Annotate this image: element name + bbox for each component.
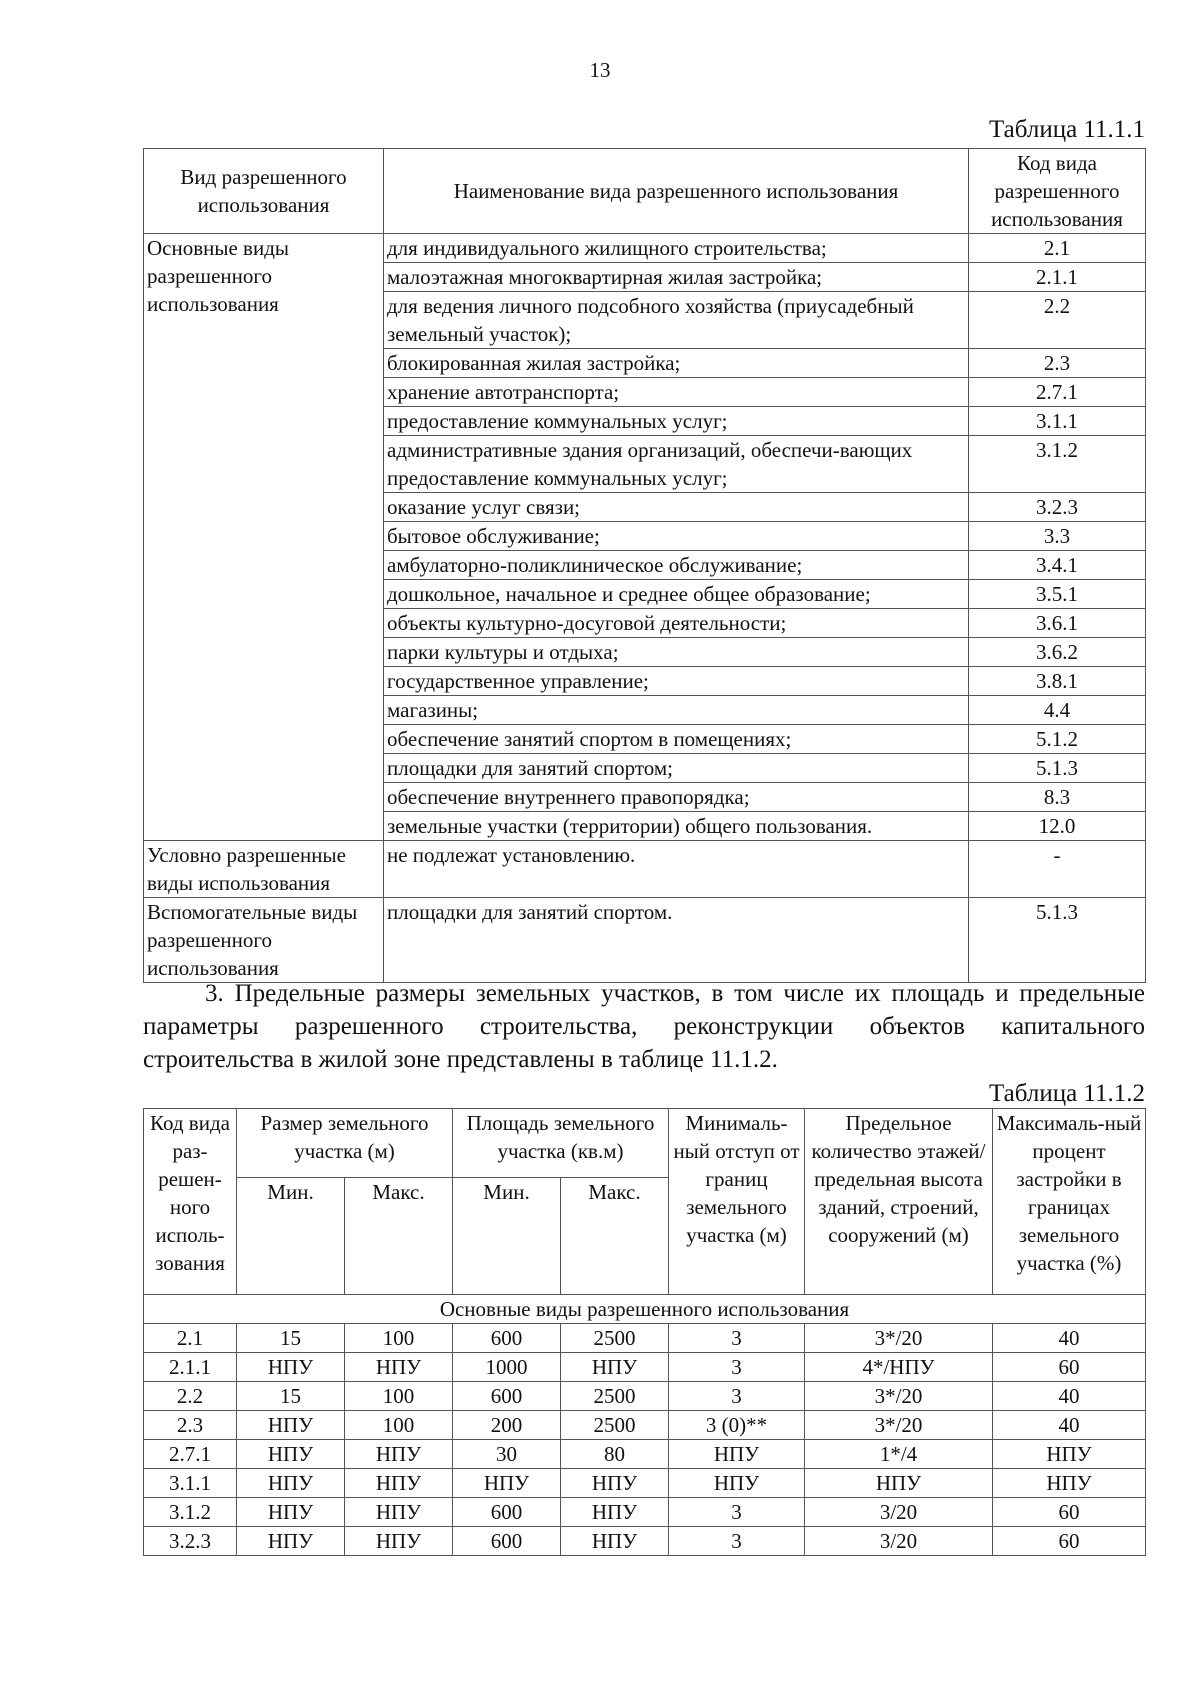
table2-caption: Таблица 11.1.2 [989,1080,1145,1107]
use-name-cell: для ведения личного подсобного хозяйства (приусадебный земельный участок); [384,292,969,349]
area-min-cell: 600 [453,1324,561,1353]
table-row [144,1324,1146,1353]
area-min-cell: 600 [453,1527,561,1556]
floors-cell: 1*/4 [805,1440,993,1469]
column-header-code: Код вида раз-решен-ного исполь-зования [144,1109,237,1295]
coverage-cell: 40 [993,1382,1146,1411]
table-row [144,1353,1146,1382]
use-code-cell: 3.8.1 [969,667,1146,696]
size-min-cell: 15 [237,1324,345,1353]
column-header-size-max: Макс. [345,1178,453,1295]
use-code-cell: 2.3 [969,349,1146,378]
area-min-cell: 200 [453,1411,561,1440]
size-max-cell: 100 [345,1324,453,1353]
use-name-cell: предоставление коммунальных услуг; [384,407,969,436]
coverage-cell: 60 [993,1527,1146,1556]
section-row [144,1295,1146,1324]
setback-cell: 3 (0)** [669,1411,805,1440]
permitted-use-table [143,148,1146,983]
column-header-area-max: Макс. [561,1178,669,1295]
table-row [144,234,1146,263]
area-max-cell: НПУ [561,1469,669,1498]
use-name-cell: для индивидуального жилищного строительства; [384,234,969,263]
use-group-cell: Основные виды разрешенного использования [144,234,384,841]
area-max-cell: 2500 [561,1324,669,1353]
use-name-cell: оказание услуг связи; [384,493,969,522]
coverage-cell: 60 [993,1353,1146,1382]
table-header-row [144,1109,1146,1178]
column-header-area-min: Мин. [453,1178,561,1295]
floors-cell: 3*/20 [805,1411,993,1440]
table-row [144,1469,1146,1498]
use-code-cell: 3.6.1 [969,609,1146,638]
size-min-cell: НПУ [237,1527,345,1556]
area-max-cell: НПУ [561,1353,669,1382]
use-name-cell: площадки для занятий спортом; [384,754,969,783]
code-cell: 3.1.1 [144,1469,237,1498]
page-number: 13 [589,58,611,82]
use-code-cell: 3.3 [969,522,1146,551]
parameters-table [143,1108,1146,1556]
table-row [144,1498,1146,1527]
use-name-cell: обеспечение занятий спортом в помещениях; [384,725,969,754]
use-name-cell: дошкольное, начальное и среднее общее образование; [384,580,969,609]
use-name-cell: хранение автотранспорта; [384,378,969,407]
area-max-cell: НПУ [561,1498,669,1527]
table1-caption: Таблица 11.1.1 [989,116,1145,143]
size-min-cell: НПУ [237,1411,345,1440]
use-code-cell: 3.1.2 [969,436,1146,493]
size-min-cell: НПУ [237,1440,345,1469]
use-code-cell: 3.6.2 [969,638,1146,667]
use-name-cell: земельные участки (территории) общего пользования. [384,812,969,841]
use-code-cell: 8.3 [969,783,1146,812]
size-min-cell: НПУ [237,1353,345,1382]
code-cell: 2.2 [144,1382,237,1411]
size-max-cell: 100 [345,1411,453,1440]
use-name-cell: не подлежат установлению. [384,841,969,898]
column-header-use-type: Вид разрешенного использования [144,149,384,234]
size-min-cell: НПУ [237,1469,345,1498]
use-code-cell: 2.7.1 [969,378,1146,407]
setback-cell: НПУ [669,1469,805,1498]
use-code-cell: 2.1 [969,234,1146,263]
use-code-cell: 2.2 [969,292,1146,349]
use-code-cell: 12.0 [969,812,1146,841]
paragraph-3: 3. Предельные размеры земельных участков, в том числе их площадь и предельные параметры разрешенного строительства, реконструкции объектов капитального строительства в жилой зоне представлены в таблице 11.1.2. [143,980,1145,1073]
column-header-plot-area: Площадь земельного участка (кв.м) [453,1109,669,1178]
size-min-cell: 15 [237,1382,345,1411]
column-header-use-code: Код вида разрешенного использования [969,149,1146,234]
setback-cell: НПУ [669,1440,805,1469]
area-max-cell: 80 [561,1440,669,1469]
use-code-cell: 3.1.1 [969,407,1146,436]
setback-cell: 3 [669,1324,805,1353]
use-name-cell: административные здания организаций, обеспечи-вающих предоставление коммунальных услуг; [384,436,969,493]
table-row [144,1411,1146,1440]
use-name-cell: площадки для занятий спортом. [384,898,969,983]
size-min-cell: НПУ [237,1498,345,1527]
code-cell: 2.1.1 [144,1353,237,1382]
use-name-cell: парки культуры и отдыха; [384,638,969,667]
area-max-cell: 2500 [561,1411,669,1440]
coverage-cell: НПУ [993,1440,1146,1469]
setback-cell: 3 [669,1527,805,1556]
use-name-cell: амбулаторно-поликлиническое обслуживание; [384,551,969,580]
code-cell: 2.7.1 [144,1440,237,1469]
code-cell: 3.2.3 [144,1527,237,1556]
use-group-cell: Условно разрешенные виды использования [144,841,384,898]
table-row [144,1382,1146,1411]
use-code-cell: 5.1.2 [969,725,1146,754]
table-row [144,841,1146,898]
size-max-cell: НПУ [345,1469,453,1498]
size-max-cell: 100 [345,1382,453,1411]
floors-cell: НПУ [805,1469,993,1498]
setback-cell: 3 [669,1382,805,1411]
column-header-use-name: Наименование вида разрешенного использования [384,149,969,234]
code-cell: 3.1.2 [144,1498,237,1527]
use-code-cell: 3.2.3 [969,493,1146,522]
floors-cell: 3/20 [805,1498,993,1527]
use-code-cell: 3.5.1 [969,580,1146,609]
table-row [144,898,1146,983]
table-row [144,1440,1146,1469]
floors-cell: 3/20 [805,1527,993,1556]
use-name-cell: бытовое обслуживание; [384,522,969,551]
column-header-setback: Минималь-ный отступ от границ земельного участка (м) [669,1109,805,1295]
size-max-cell: НПУ [345,1353,453,1382]
floors-cell: 3*/20 [805,1382,993,1411]
floors-cell: 3*/20 [805,1324,993,1353]
use-code-cell: 5.1.3 [969,898,1146,983]
coverage-cell: 60 [993,1498,1146,1527]
use-group-cell: Вспомогательные виды разрешенного использования [144,898,384,983]
area-min-cell: НПУ [453,1469,561,1498]
floors-cell: 4*/НПУ [805,1353,993,1382]
use-name-cell: блокированная жилая застройка; [384,349,969,378]
area-max-cell: НПУ [561,1527,669,1556]
column-header-coverage: Максималь-ный процент застройки в границах земельного участка (%) [993,1109,1146,1295]
area-max-cell: 2500 [561,1382,669,1411]
coverage-cell: 40 [993,1324,1146,1353]
code-cell: 2.3 [144,1411,237,1440]
use-name-cell: объекты культурно-досуговой деятельности; [384,609,969,638]
use-code-cell: 5.1.3 [969,754,1146,783]
column-header-size-min: Мин. [237,1178,345,1295]
use-code-cell: - [969,841,1146,898]
area-min-cell: 1000 [453,1353,561,1382]
section-label: Основные виды разрешенного использования [144,1295,1146,1324]
area-min-cell: 600 [453,1498,561,1527]
size-max-cell: НПУ [345,1498,453,1527]
size-max-cell: НПУ [345,1527,453,1556]
use-code-cell: 3.4.1 [969,551,1146,580]
use-name-cell: малоэтажная многоквартирная жилая застройка; [384,263,969,292]
use-name-cell: государственное управление; [384,667,969,696]
use-name-cell: магазины; [384,696,969,725]
code-cell: 2.1 [144,1324,237,1353]
area-min-cell: 600 [453,1382,561,1411]
column-header-floors: Предельное количество этажей/ предельная высота зданий, строений, сооружений (м) [805,1109,993,1295]
use-code-cell: 4.4 [969,696,1146,725]
setback-cell: 3 [669,1498,805,1527]
area-min-cell: 30 [453,1440,561,1469]
use-name-cell: обеспечение внутреннего правопорядка; [384,783,969,812]
size-max-cell: НПУ [345,1440,453,1469]
coverage-cell: 40 [993,1411,1146,1440]
setback-cell: 3 [669,1353,805,1382]
table-row [144,1527,1146,1556]
table-header-row [144,149,1146,234]
use-code-cell: 2.1.1 [969,263,1146,292]
coverage-cell: НПУ [993,1469,1146,1498]
column-header-plot-size: Размер земельного участка (м) [237,1109,453,1178]
